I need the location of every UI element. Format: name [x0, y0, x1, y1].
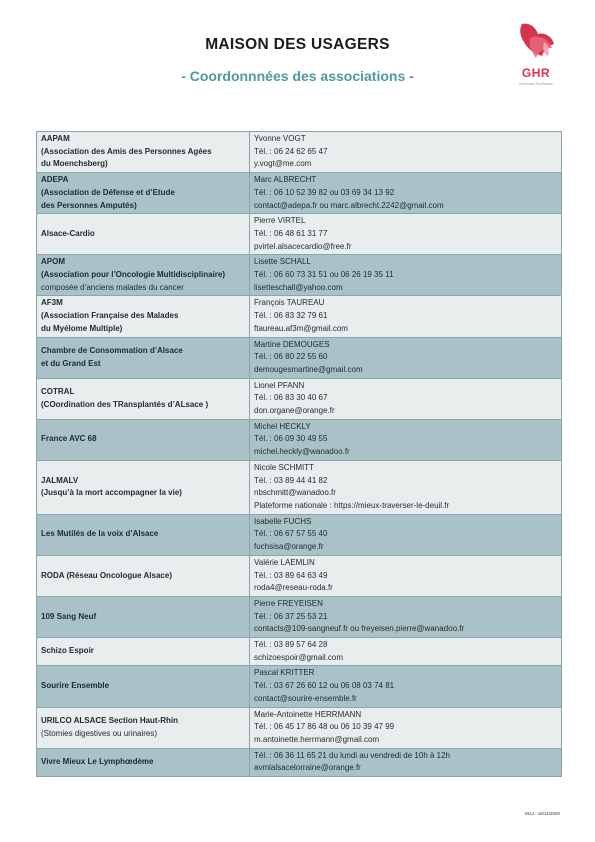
- contact-email[interactable]: lisetteschall@yahoo.com: [254, 282, 343, 292]
- contact-email[interactable]: fuchsisa@orange.fr: [254, 542, 324, 552]
- association-name: ADEPA: [41, 175, 69, 185]
- contact-line: Marc ALBRECHT: [254, 175, 317, 185]
- contact-email[interactable]: avmlalsacelorraine@orange.fr: [254, 763, 361, 773]
- association-contact-cell: [250, 173, 562, 214]
- association-name-detail: composée d’anciens malades du cancer: [41, 282, 184, 292]
- association-name: Sourire Ensemble: [41, 681, 110, 691]
- association-name: RODA (Réseau Oncologue Alsace): [41, 570, 172, 580]
- association-name-cell: [37, 596, 250, 637]
- contact-line: Pierre FREYEISEN: [254, 598, 323, 608]
- association-row: [37, 132, 562, 173]
- contact-line: Tél. : 06 83 30 40 67: [254, 393, 328, 403]
- contact-line: Lisette SCHALL: [254, 257, 311, 267]
- association-contact-cell: [250, 337, 562, 378]
- association-contact-cell: [250, 214, 562, 255]
- contact-line: Tél. : 06 09 30 49 55: [254, 434, 328, 444]
- association-name: APOM: [41, 257, 65, 267]
- logo-tagline: Mulhouse Sud Alsace: [519, 82, 553, 86]
- contact-email[interactable]: demougesmartine@gmail.com: [254, 364, 363, 374]
- ghr-emblem-icon: [514, 20, 558, 64]
- association-row: [37, 173, 562, 214]
- update-date: MAJ : 16/11/2020: [525, 811, 560, 816]
- association-name-cell: [37, 555, 250, 596]
- association-name-cell: [37, 748, 250, 776]
- contact-line: Michel HECKLY: [254, 421, 311, 431]
- association-name: France AVC 68: [41, 434, 97, 444]
- association-name-detail: des Personnes Amputés): [41, 200, 137, 210]
- association-name-detail: (COordination des TRansplantés d’ALsace ): [41, 399, 209, 409]
- contact-line: Nicole SCHMITT: [254, 462, 315, 472]
- association-name: Vivre Mieux Le Lymphœdème: [41, 756, 154, 766]
- contact-line: Tél. : 06 24 62 65 47: [254, 146, 328, 156]
- contact-line: Martine DEMOUGES: [254, 339, 330, 349]
- association-contact-cell: [250, 707, 562, 748]
- association-contact-cell: [250, 514, 562, 555]
- association-row: [37, 707, 562, 748]
- page-subtitle: - Coordonnnées des associations -: [181, 68, 414, 84]
- contact-email[interactable]: m.antoinette.herrmann@gmail.com: [254, 734, 380, 744]
- contact-email[interactable]: michel.heckly@wanadoo.fr: [254, 447, 350, 457]
- association-name: Les Mutilés de la voix d’Alsace: [41, 529, 159, 539]
- contact-email[interactable]: schizoespoir@gmail.com: [254, 652, 344, 662]
- association-row: [37, 596, 562, 637]
- association-row: [37, 748, 562, 776]
- contact-line: Tél. : 06 36 11 65 21 du lundi au vendredi de 10h à 12h: [254, 750, 451, 760]
- association-row: [37, 214, 562, 255]
- association-name: 109 Sang Neuf: [41, 611, 97, 621]
- association-name-cell: [37, 255, 250, 296]
- association-name-cell: [37, 707, 250, 748]
- association-name-cell: [37, 460, 250, 514]
- contact-line: Tél. : 03 89 44 41 82: [254, 475, 328, 485]
- association-name-detail: du Moenchsberg): [41, 159, 108, 169]
- ghr-logo: [506, 20, 566, 94]
- contact-line: Tél. : 06 45 17 86 48 ou 06 10 39 47 99: [254, 722, 395, 732]
- contact-email[interactable]: contacts@109-sangneuf.fr ou freyeisen.pierre@wanadoo.fr: [254, 624, 465, 634]
- association-name-detail: (Stomies digestives ou urinaires): [41, 728, 158, 738]
- contact-line: Pascal KRITTER: [254, 668, 315, 678]
- association-name: Chambre de Consommation d’Alsace: [41, 345, 183, 355]
- association-contact-cell: [250, 378, 562, 419]
- contact-line: Tél. : 06 67 57 55 40: [254, 529, 328, 539]
- association-contact-cell: [250, 638, 562, 666]
- association-name-detail: (Association de Défense et d’Etude: [41, 187, 175, 197]
- association-contact-cell: [250, 296, 562, 337]
- association-name-cell: [37, 132, 250, 173]
- association-contact-cell: [250, 460, 562, 514]
- association-contact-cell: [250, 555, 562, 596]
- association-contact-cell: [250, 132, 562, 173]
- association-contact-cell: [250, 666, 562, 707]
- contact-email[interactable]: roda4@reseau-roda.fr: [254, 583, 333, 593]
- contact-line: Pierre VIRTEL: [254, 216, 306, 226]
- association-row: [37, 514, 562, 555]
- contact-line: Tél. : 03 89 64 63 49: [254, 570, 328, 580]
- contact-email[interactable]: Plateforme nationale : https://mieux-traverser-le-deuil.fr: [254, 500, 450, 510]
- contact-line: Tél. : 06 60 73 31 51 ou 06 26 19 35 11: [254, 270, 394, 280]
- contact-email[interactable]: y.vogt@me.com: [254, 159, 312, 169]
- association-name-cell: [37, 514, 250, 555]
- contact-email[interactable]: pvirtel.alsacecardio@free.fr: [254, 241, 352, 251]
- association-name: Alsace-Cardio: [41, 228, 95, 238]
- contact-email[interactable]: contact@adepa.fr ou marc.albrecht.2242@gmail.com: [254, 200, 444, 210]
- association-contact-cell: [250, 255, 562, 296]
- association-name-cell: [37, 173, 250, 214]
- association-name-detail: (Association pour l’Oncologie Multidisciplinaire): [41, 270, 226, 280]
- association-name-cell: [37, 638, 250, 666]
- association-name-detail: et du Grand Est: [41, 358, 101, 368]
- association-row: [37, 378, 562, 419]
- association-name: COTRAL: [41, 387, 75, 396]
- contact-email[interactable]: nbschmitt@wanadoo.fr: [254, 488, 336, 498]
- association-name: Schizo Espoir: [41, 646, 94, 656]
- contact-line: Isabelle FUCHS: [254, 516, 312, 526]
- association-row: [37, 419, 562, 460]
- association-contact-cell: [250, 419, 562, 460]
- association-name: URILCO ALSACE Section Haut-Rhin: [41, 715, 179, 725]
- association-row: [37, 255, 562, 296]
- contact-line: François TAUREAU: [254, 298, 325, 308]
- association-contact-cell: [250, 596, 562, 637]
- contact-email[interactable]: contact@sourire-ensemble.fr: [254, 693, 357, 703]
- association-name: JALMALV: [41, 475, 79, 485]
- association-name-cell: [37, 419, 250, 460]
- contact-line: Valérie LAEMLIN: [254, 557, 315, 567]
- association-name-cell: [37, 214, 250, 255]
- contact-line: Lionel PFANN: [254, 380, 305, 390]
- association-name-detail: (Association des Amis des Personnes Agées: [41, 146, 212, 156]
- association-name: AF3M: [41, 298, 63, 308]
- association-name-cell: [37, 296, 250, 337]
- contact-line: Tél. : 06 83 32 79 61: [254, 311, 328, 321]
- contact-email[interactable]: don.organe@orange.fr: [254, 406, 335, 416]
- association-row: [37, 638, 562, 666]
- contact-line: Tél. : 06 10 52 39 82 ou 03 69 34 13 92: [254, 187, 395, 197]
- associations-table-body: [37, 132, 562, 777]
- contact-line: Marie-Antoinette HERRMANN: [254, 709, 362, 719]
- association-name-detail: (Association Française des Malades: [41, 311, 179, 321]
- page-title: MAISON DES USAGERS: [205, 36, 390, 53]
- association-row: [37, 337, 562, 378]
- association-row: [37, 555, 562, 596]
- contact-line: Yvonne VOGT: [254, 134, 306, 143]
- contact-line: Tél. : 06 80 22 55 60: [254, 352, 328, 362]
- contact-line: Tél. : 03 67 26 60 12 ou 06 08 03 74 81: [254, 681, 395, 691]
- association-row: [37, 296, 562, 337]
- contact-line: Tél. : 03 89 57 64 28: [254, 640, 328, 650]
- contact-line: Tél. : 06 48 61 31 77: [254, 228, 328, 238]
- association-name-cell: [37, 666, 250, 707]
- associations-table: [36, 131, 562, 777]
- association-row: [37, 666, 562, 707]
- association-contact-cell: [250, 748, 562, 776]
- association-name-detail: (Jusqu’à la mort accompagner la vie): [41, 488, 182, 498]
- association-name-detail: du Myélome Multiple): [41, 323, 123, 333]
- association-row: [37, 460, 562, 514]
- association-name-cell: [37, 378, 250, 419]
- association-name-cell: [37, 337, 250, 378]
- association-name: AAPAM: [41, 134, 70, 143]
- logo-name: GHR: [521, 66, 551, 80]
- contact-line: Tél. : 06 37 25 53 21: [254, 611, 328, 621]
- contact-email[interactable]: ftaureau.af3m@gmail.com: [254, 323, 348, 333]
